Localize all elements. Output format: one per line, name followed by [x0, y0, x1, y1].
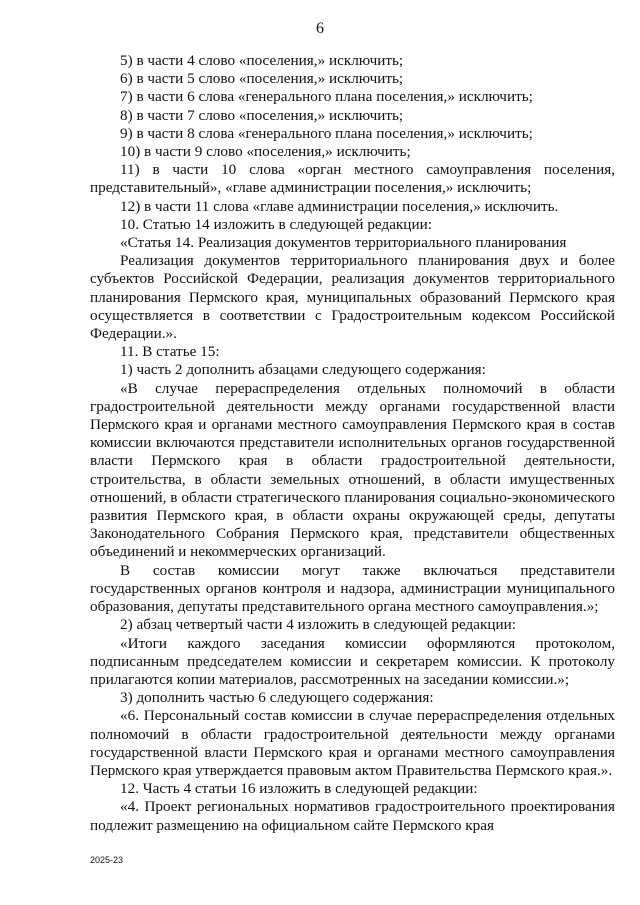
paragraph: «Итоги каждого заседания комиссии оформляются протоколом, подписанным председателем комиссии и секретарем комиссии. К протоколу прилагаются копии материалов, рассмотренных на заседании комиссии.»;: [90, 634, 615, 688]
paragraph: 3) дополнить частью 6 следующего содержания:: [120, 689, 434, 707]
paragraph: «6. Персональный состав комиссии в случае перераспределения отдельных полномочий в области градостроительной деятельности между органами государственной власти Пермского края и органами местного самоуправления Пермского края утверждается правовым актом Правительства Пермского края.».: [90, 707, 615, 779]
paragraph: В состав комиссии могут также включаться представители государственных органов контроля и надзора, администрации муниципального образования, депутаты представительного органа местного самоуправления.»;: [90, 561, 615, 616]
document-code: 2025-23: [90, 855, 124, 865]
article-heading: «Статья 14. Реализация документов территориального планирования: [120, 234, 567, 252]
paragraph: 6) в части 5 слово «поселения,» исключить;: [120, 70, 404, 88]
paragraph: 12) в части 11 слова «главе администрации поселения,» исключить.: [120, 197, 559, 215]
document-body: [90, 52, 615, 835]
paragraph: 8) в части 7 слово «поселения,» исключить;: [120, 106, 404, 124]
paragraph: 12. Часть 4 статьи 16 изложить в следующей редакции:: [120, 780, 478, 798]
paragraph: 11. В статье 15:: [120, 343, 220, 361]
paragraph: «В случае перераспределения отдельных полномочий в области градостроительной деятельности между органами государственной власти Пермского края и органами местного самоуправления Пермского края в состав комиссии включаются представители исполнительных органов государственной власти Пермского края в области градостроительной деятельности, строительства, в области земельных отношений, в области имущественных отношений, в области стратегического планирования социально-экономического развития Пермского края, в области охраны окружающей среды, депутаты Законодательного Собрания Пермского края, представители общественных объединений и некоммерческих организаций.: [90, 379, 615, 561]
paragraph: 5) в части 4 слово «поселения,» исключить;: [120, 52, 404, 69]
paragraph: Реализация документов территориального планирования двух и более субъектов Российской Федерации, реализация документов территориального планирования Пермского края, муниципальных образований Пермского края осуществляется в соответствии с Градостроительным кодексом Российской Федерации.».: [90, 252, 615, 343]
paragraph: 1) часть 2 дополнить абзацами следующего содержания:: [120, 361, 486, 379]
paragraph: 2) абзац четвертый части 4 изложить в следующей редакции:: [120, 616, 516, 634]
paragraph: 7) в части 6 слова «генерального плана поселения,» исключить;: [120, 88, 533, 106]
paragraph: 10) в части 9 слово «поселения,» исключить;: [120, 143, 411, 161]
page-number: 6: [316, 20, 324, 37]
paragraph: 11) в части 10 слова «орган местного самоуправления поселения, представительный», «главе администрации поселения,» исключить;: [90, 161, 615, 197]
paragraph: 10. Статью 14 изложить в следующей редакции:: [120, 215, 432, 233]
paragraph: 9) в части 8 слова «генерального плана поселения,» исключить;: [120, 124, 533, 142]
paragraph: «4. Проект региональных нормативов градостроительного проектирования подлежит размещению на официальном сайте Пермского края: [90, 798, 615, 834]
